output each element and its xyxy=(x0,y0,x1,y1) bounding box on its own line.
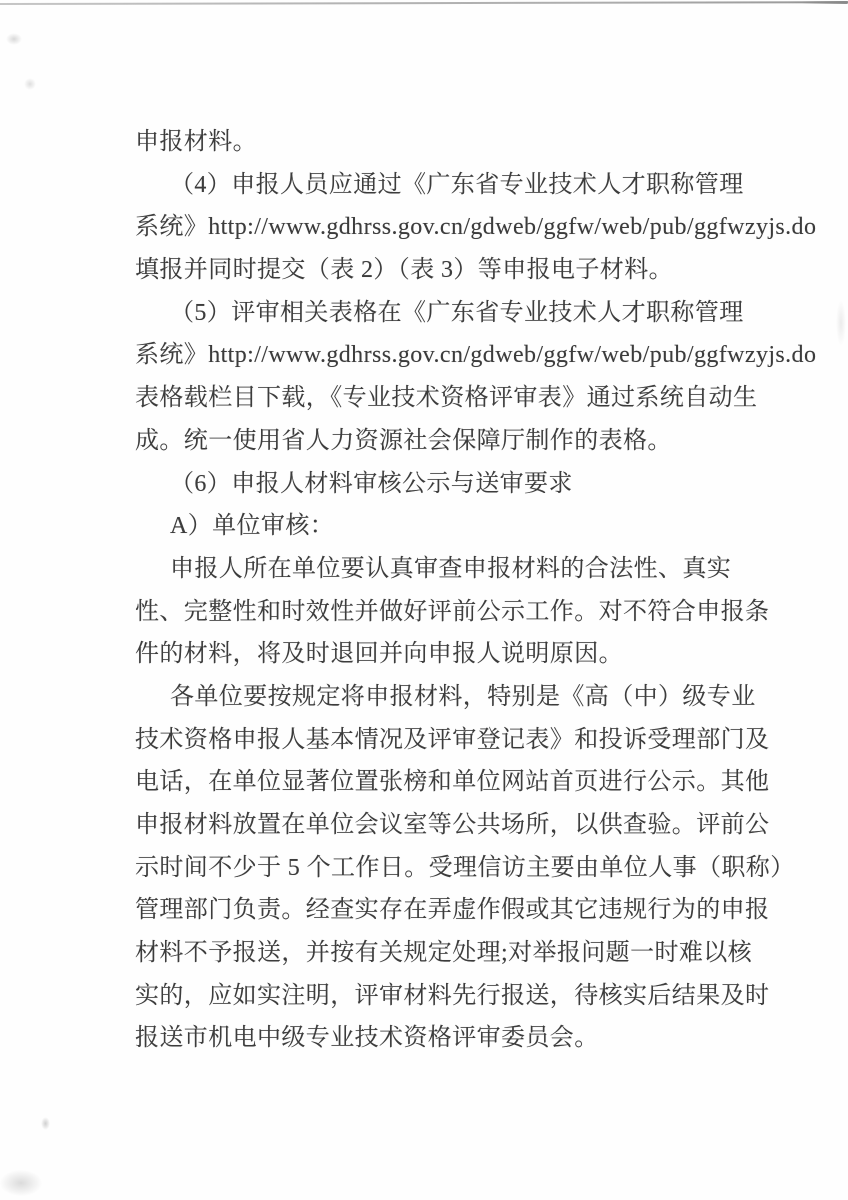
text-line: 申报材料。 xyxy=(135,129,257,155)
text-line: 性、完整性和时效性并做好评前公示工作。对不符合申报条 xyxy=(135,598,770,625)
scan-artifact xyxy=(41,1117,50,1130)
text-line: A）单位审核： xyxy=(170,513,335,540)
text-line: 电话，在单位显著位置张榜和单位网站首页进行公示。其他 xyxy=(135,769,770,796)
text-line: 系统》http://www.gdhrss.gov.cn/gdweb/ggfw/web/pub/ggfwzyjs.do xyxy=(135,214,817,241)
text-line: 示时间不少于 5 个工作日。受理信访主要由单位人事（职称） xyxy=(135,854,795,881)
text-line: 表格载栏目下载，《专业技术资格评审表》通过系统自动生 xyxy=(135,385,758,412)
text-line: （6）申报人材料审核公示与送审要求 xyxy=(170,470,573,497)
scan-artifact xyxy=(836,300,846,346)
scan-edge-line xyxy=(0,1,848,5)
scan-artifact xyxy=(6,33,22,45)
text-line: （5）评审相关表格在《广东省专业技术人才职称管理 xyxy=(170,299,744,326)
text-line: 材料不予报送，并按有关规定处理;对举报问题一时难以核 xyxy=(135,940,753,967)
text-line: 填报并同时提交（表 2）（表 3）等申报电子材料。 xyxy=(135,257,673,284)
scan-artifact xyxy=(24,78,36,90)
text-line: 报送市机电中级专业技术资格评审委员会。 xyxy=(135,1025,599,1052)
scan-edge-line-tip xyxy=(802,1,848,4)
text-line: 成。统一使用省人力资源社会保障厅制作的表格。 xyxy=(135,427,672,454)
text-line: 实的，应如实注明，评审材料先行报送，待核实后结果及时 xyxy=(135,982,770,1009)
text-line: （4）申报人员应通过《广东省专业技术人才职称管理 xyxy=(170,171,744,198)
text-line: 申报材料放置在单位会议室等公共场所，以供查验。评前公 xyxy=(135,812,770,838)
scan-artifact xyxy=(0,1170,42,1196)
document-body-text xyxy=(135,121,817,1060)
text-line: 管理部门负责。经查实存在弄虚作假或其它违规行为的申报 xyxy=(135,897,770,924)
text-line: 系统》http://www.gdhrss.gov.cn/gdweb/ggfw/web/pub/ggfwzyjs.do xyxy=(135,342,817,369)
text-line: 各单位要按规定将申报材料，特别是《高（中）级专业 xyxy=(170,683,756,710)
text-line: 技术资格申报人基本情况及评审登记表》和投诉受理部门及 xyxy=(135,726,770,753)
text-line: 件的材料，将及时退回并向申报人说明原因。 xyxy=(135,641,623,668)
text-line: 申报人所在单位要认真审查申报材料的合法性、真实 xyxy=(170,555,732,582)
